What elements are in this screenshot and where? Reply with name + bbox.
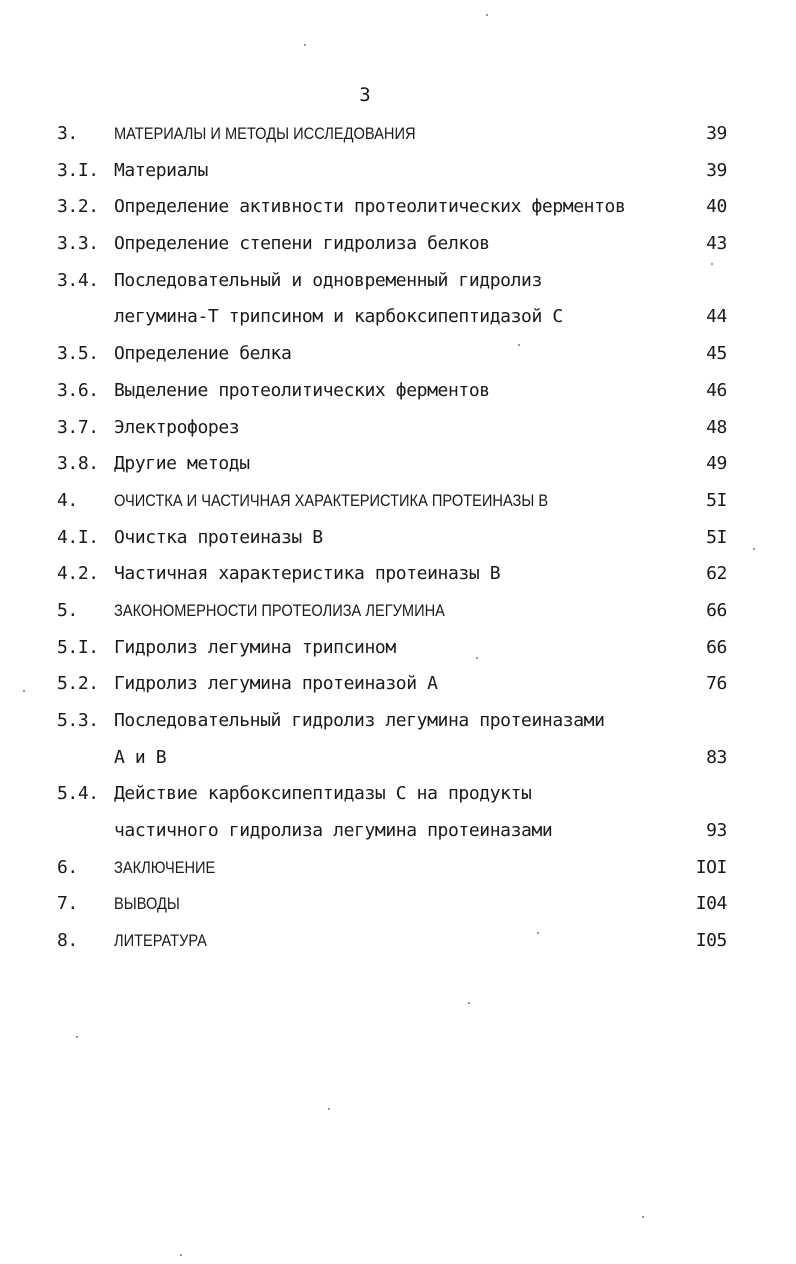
toc-entry-page: I05: [695, 930, 727, 952]
toc-entry-page: 66: [706, 636, 727, 658]
toc-entry-page: 5I: [706, 489, 727, 511]
toc-entry-page: 45: [706, 343, 727, 365]
toc-entry-3-5: [57, 336, 727, 373]
toc-entry-7: [57, 886, 727, 923]
toc-entry-title: Определение степени гидролиза белков: [114, 233, 490, 255]
toc-entry-3-7: [57, 410, 727, 447]
toc-entry-page: I04: [695, 893, 727, 915]
toc-entry-number: 6.: [57, 856, 78, 878]
toc-entry-title: ВЫВОДЫ: [114, 894, 180, 914]
toc-entry-page: 83: [706, 746, 727, 768]
toc-entry-title: ЗАКОНОМЕРНОСТИ ПРОТЕОЛИЗА ЛЕГУМИНА: [114, 600, 445, 620]
toc-entry-title: Электрофорез: [114, 416, 240, 438]
toc-entry-title: ЛИТЕРАТУРА: [114, 931, 207, 951]
toc-entry-title: Гидролиз легумина трипсином: [114, 636, 396, 658]
toc-entry-4-1: [57, 520, 727, 557]
toc-entry-title: А и В: [114, 746, 167, 768]
toc-entry-number: 5.4.: [57, 783, 99, 805]
toc-entry-4: [57, 483, 727, 520]
scan-speck: [304, 44, 306, 46]
toc-entry-title: Другие методы: [114, 453, 250, 475]
toc-entry-number: 5.: [57, 599, 78, 621]
scan-speck: [486, 14, 488, 16]
scan-speck: [23, 690, 25, 692]
toc-entry-3-1: [57, 153, 727, 190]
toc-entry-number: 3.3.: [57, 233, 99, 255]
toc-entry-title: Гидролиз легумина протеиназой А: [114, 673, 438, 695]
toc-entry-title: Очистка протеиназы В: [114, 526, 323, 548]
scan-speck: [642, 1216, 644, 1218]
page-number: 3: [359, 84, 371, 106]
toc-entry-title: Действие карбоксипептидазы С на продукты: [114, 783, 532, 805]
scan-speck: [753, 548, 755, 550]
toc-entry-number: 3.2.: [57, 196, 99, 218]
toc-entry-page: IOI: [695, 856, 727, 878]
toc-entry-number: 4.: [57, 489, 78, 511]
toc-entry-title: Материалы: [114, 159, 208, 181]
toc-entry-page: 43: [706, 233, 727, 255]
scan-speck: [518, 344, 520, 346]
toc-entry-3: [57, 116, 727, 153]
toc-entry-number: 3.I.: [57, 159, 99, 181]
toc-entry-number: 8.: [57, 930, 78, 952]
toc-entry-number: 5.3.: [57, 710, 99, 731]
scan-speck: [180, 1254, 182, 1256]
toc-entry-title: ЗАКЛЮЧЕНИЕ: [114, 857, 216, 877]
scan-speck: [711, 263, 713, 265]
toc-entry-3-8: [57, 446, 727, 483]
toc-entry-number: 3.4.: [57, 269, 99, 291]
toc-entry-3-4-continued: [57, 299, 727, 336]
toc-entry-number: 3.6.: [57, 379, 99, 401]
toc-entry-page: 40: [706, 196, 727, 218]
toc-entry-5-1: [57, 630, 727, 667]
table-of-contents: [57, 116, 727, 960]
toc-entry-page: 66: [706, 599, 727, 621]
toc-entry-3-6: [57, 373, 727, 410]
toc-entry-number: 3.: [57, 123, 78, 144]
toc-entry-5-3: [57, 703, 727, 740]
toc-entry-page: 39: [706, 159, 727, 181]
toc-entry-number: 4.I.: [57, 526, 99, 548]
toc-entry-number: 4.2.: [57, 563, 99, 585]
toc-entry-title: МАТЕРИАЛЫ И МЕТОДЫ ИССЛЕДОВАНИЯ: [114, 124, 416, 143]
toc-entry-number: 5.2.: [57, 673, 99, 695]
scan-speck: [537, 932, 539, 934]
toc-entry-number: 3.5.: [57, 343, 99, 365]
toc-entry-page: 5I: [706, 526, 727, 548]
toc-entry-number: 3.8.: [57, 453, 99, 475]
toc-entry-title: Частичная характеристика протеиназы В: [114, 563, 501, 585]
toc-entry-5-4: [57, 776, 727, 813]
toc-entry-title: ОЧИСТКА И ЧАСТИЧНАЯ ХАРАКТЕРИСТИКА ПРОТЕИНАЗЫ В: [114, 490, 549, 510]
toc-entry-number: 5.I.: [57, 636, 99, 658]
toc-entry-5: [57, 593, 727, 630]
toc-entry-page: 93: [706, 820, 727, 842]
toc-entry-5-4-continued: [57, 813, 727, 850]
scan-speck: [468, 1002, 470, 1004]
toc-entry-page: 49: [706, 453, 727, 475]
toc-entry-5-3-continued: [57, 740, 727, 777]
toc-entry-8: [57, 923, 727, 960]
toc-entry-page: 44: [706, 306, 727, 328]
toc-entry-page: 39: [706, 123, 727, 144]
toc-entry-5-2: [57, 666, 727, 703]
toc-entry-page: 48: [706, 416, 727, 438]
scan-speck: [328, 1108, 330, 1110]
toc-entry-page: 76: [706, 673, 727, 695]
scan-speck: [476, 657, 478, 659]
toc-entry-3-4: [57, 263, 727, 300]
toc-entry-title: Выделение протеолитических ферментов: [114, 379, 490, 401]
toc-entry-4-2: [57, 556, 727, 593]
toc-entry-3-2: [57, 189, 727, 226]
toc-entry-number: 3.7.: [57, 416, 99, 438]
toc-entry-3-3: [57, 226, 727, 263]
toc-entry-title: Определение белка: [114, 343, 292, 365]
toc-entry-page: 62: [706, 563, 727, 585]
toc-entry-page: 46: [706, 379, 727, 401]
toc-entry-title: легумина-Т трипсином и карбоксипептидазой С: [114, 306, 563, 328]
scan-speck: [76, 1036, 78, 1038]
toc-entry-title: частичного гидролиза легумина протеиназами: [114, 820, 553, 842]
toc-entry-6: [57, 850, 727, 887]
toc-entry-number: 7.: [57, 893, 78, 915]
toc-entry-title: Определение активности протеолитических ферментов: [114, 196, 626, 218]
toc-entry-title: Последовательный и одновременный гидролиз: [114, 269, 542, 291]
toc-entry-title: Последовательный гидролиз легумина протеиназами: [114, 710, 605, 731]
